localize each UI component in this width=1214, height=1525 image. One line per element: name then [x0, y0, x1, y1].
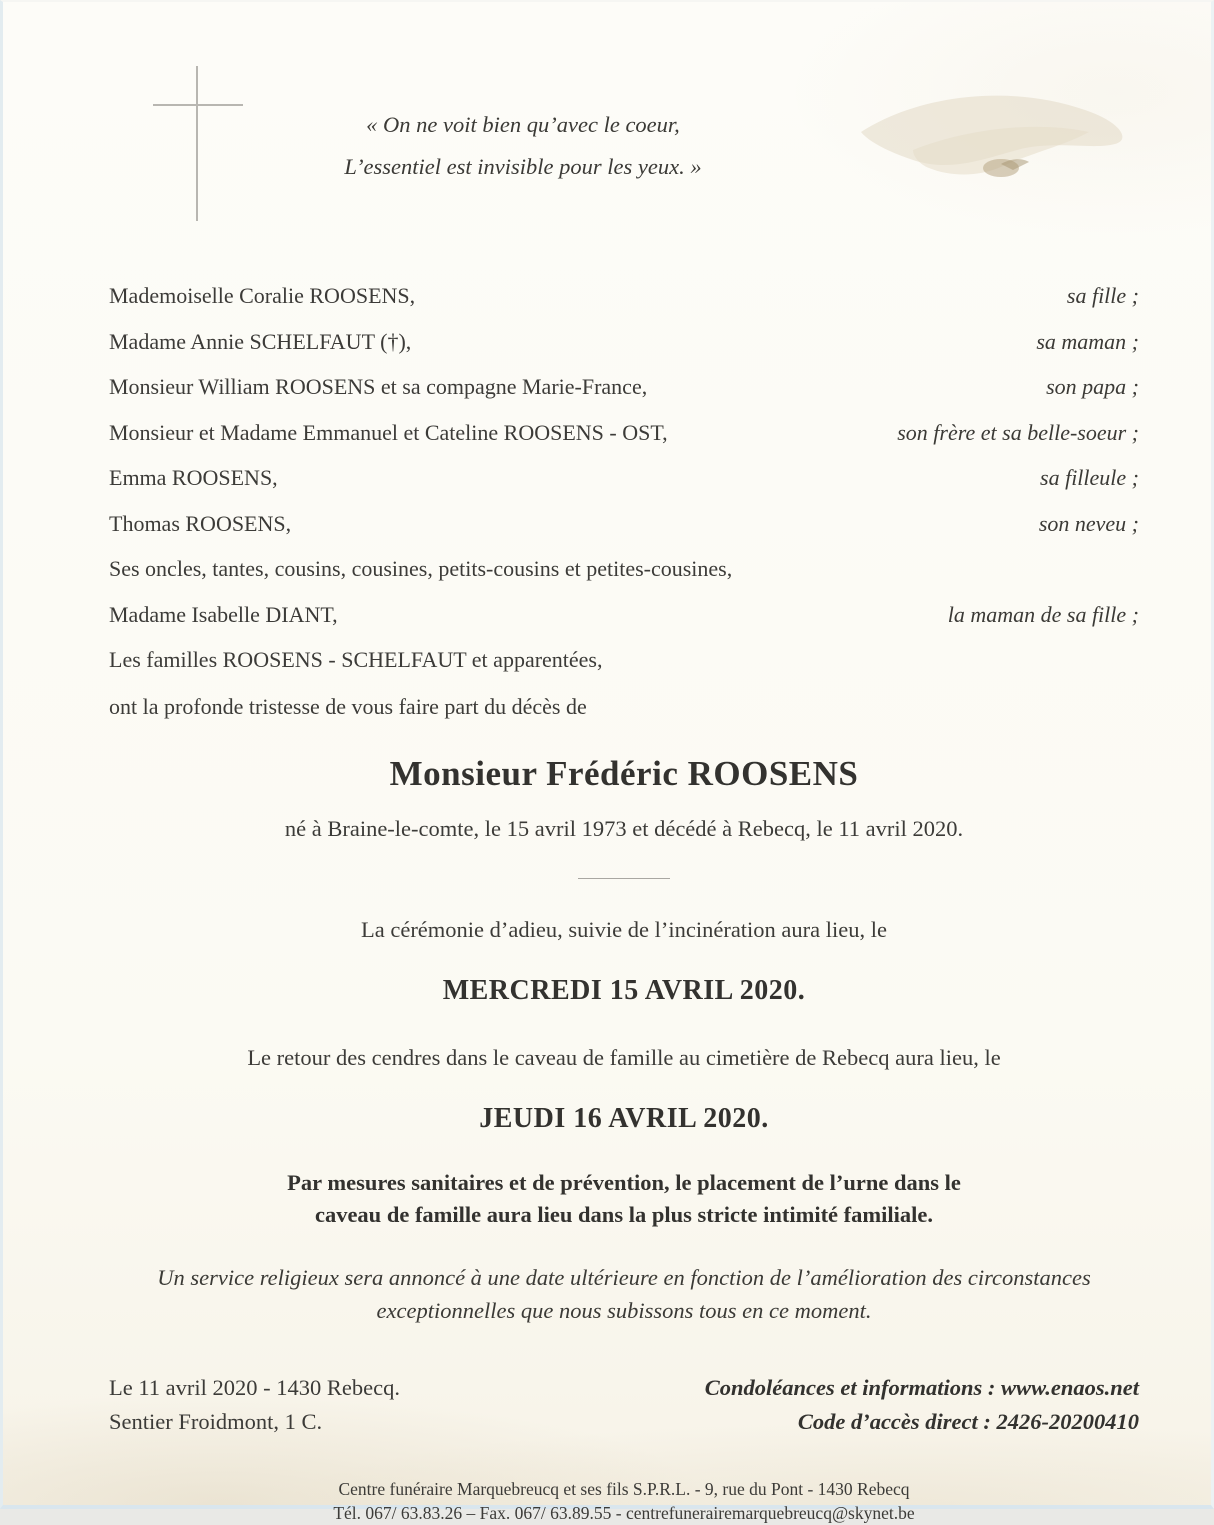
family-member-relation: son frère et sa belle-soeur ;: [897, 419, 1139, 445]
family-member-relation: sa fille ;: [1066, 283, 1139, 308]
family-row: [109, 512, 1139, 536]
footer-date-place: Le 11 avril 2020 - 1430 Rebecq.: [109, 1374, 400, 1400]
funeral-home-line2: Tél. 067/ 63.83.26 – Fax. 067/ 63.89.55 - centrefunerairemarquebreucq@skynet.be: [333, 1502, 915, 1523]
family-member-relation: la maman de sa fille ;: [947, 601, 1139, 627]
family-member-name: Emma ROOSENS,: [109, 465, 278, 490]
cross-horizontal-bar: [153, 104, 243, 106]
family-member-name: Madame Annie SCHELFAUT (†),: [109, 328, 412, 354]
family-member-relation: sa maman ;: [1036, 328, 1139, 354]
religious-service-notice: Un service religieux sera annoncé à une date ultérieure en fonction de l’amélioration des circonstances exceptionnelles que nous subissons tous en ce moment.: [157, 1264, 1091, 1323]
header-area: [3, 2, 1211, 284]
ceremony-intro: La cérémonie d’adieu, suivie de l’incinération aura lieu, le: [360, 916, 887, 942]
family-member-name: Thomas ROOSENS,: [109, 510, 292, 536]
cross-vertical-bar: [196, 66, 198, 221]
family-member-name: Les familles ROOSENS - SCHELFAUT et apparentées,: [109, 647, 603, 672]
family-member-name: Monsieur William ROOSENS et sa compagne Marie-France,: [109, 374, 648, 399]
family-row: [109, 330, 1139, 354]
family-row: [109, 284, 1139, 308]
access-code-line: Code d’accès direct : 2426-20200410: [797, 1408, 1139, 1434]
family-member-name: Monsieur et Madame Emmanuel et Cateline ROOSENS - OST,: [109, 419, 668, 445]
ceremony-date-2: JEUDI 16 AVRIL 2020.: [479, 1102, 769, 1134]
family-member-relation: son papa ;: [1046, 374, 1139, 399]
family-member-relation: son neveu ;: [1038, 510, 1139, 536]
family-member-name: Madame Isabelle DIANT,: [109, 601, 338, 627]
funeral-home-info: [109, 1477, 1139, 1525]
sanitary-notice: Par mesures sanitaires et de prévention, le placement de l’urne dans le caveau de famille aura lieu dans la plus stricte intimité familiale.: [287, 1169, 961, 1227]
footer-condolences-block: [705, 1371, 1139, 1439]
quote: [303, 104, 743, 188]
cross-icon: [153, 66, 243, 221]
dove-watermark-icon: [853, 80, 1153, 210]
deceased-name: Monsieur Frédéric ROOSENS: [389, 753, 859, 793]
family-row: [109, 375, 1139, 399]
family-list: [109, 284, 1139, 672]
quote-line2: L’essentiel est invisible pour les yeux. »: [344, 154, 702, 179]
ashes-return-line: Le retour des cendres dans le caveau de famille au cimetière de Rebecq aura lieu, le: [247, 1044, 1001, 1070]
section-divider: [578, 878, 670, 879]
family-row: [109, 421, 1139, 445]
announcement-line: ont la profonde tristesse de vous faire part du décès de: [109, 693, 587, 719]
family-member-relation: sa filleule ;: [1040, 465, 1139, 490]
footer-row: [109, 1371, 1139, 1439]
footer-address-block: [109, 1371, 400, 1439]
family-row: [109, 557, 1139, 581]
family-row: [109, 648, 1139, 672]
footer-street-address: Sentier Froidmont, 1 C.: [109, 1408, 323, 1434]
funeral-home-line1: Centre funéraire Marquebreucq et ses fils S.P.R.L. - 9, rue du Pont - 1430 Rebecq: [338, 1478, 910, 1499]
center-block: [109, 754, 1139, 1327]
condolences-line: Condoléances et informations : www.enaos.net: [704, 1374, 1139, 1400]
birth-death-line: né à Braine-le-comte, le 15 avril 1973 et décédé à Rebecq, le 11 avril 2020.: [284, 815, 964, 841]
family-row: [109, 603, 1139, 627]
family-member-name: Mademoiselle Coralie ROOSENS,: [109, 283, 416, 308]
family-row: [109, 466, 1139, 490]
quote-line1: « On ne voit bien qu’avec le coeur,: [366, 112, 680, 137]
family-member-name: Ses oncles, tantes, cousins, cousines, petits-cousins et petites-cousines,: [109, 556, 733, 581]
main-content: [3, 284, 1211, 1525]
ceremony-date-1: MERCREDI 15 AVRIL 2020.: [442, 974, 806, 1006]
